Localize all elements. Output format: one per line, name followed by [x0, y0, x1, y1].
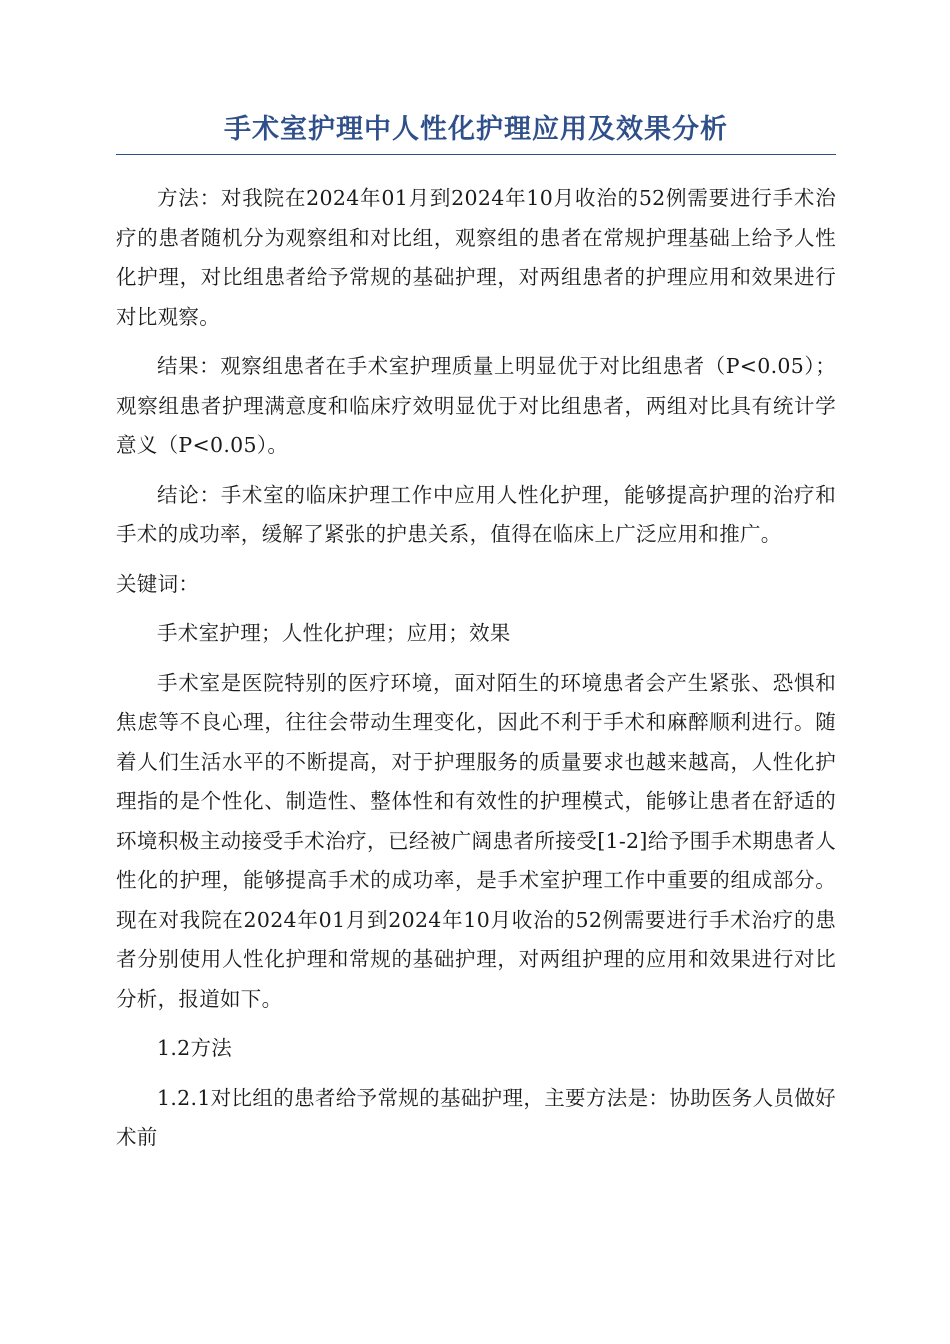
document-title: 手术室护理中人性化护理应用及效果分析: [116, 108, 836, 155]
paragraph-introduction: 手术室是医院特别的医疗环境，面对陌生的环境患者会产生紧张、恐惧和焦虑等不良心理，往往会带动生理变化，因此不利于手术和麻醉顺利进行。随着人们生活水平的不断提高，对于护理服务的质量要求也越来越高，人性化护理指的是个性化、制造性、整体性和有效性的护理模式，能够让患者在舒适的环境积极主动接受手术治疗，已经被广阔患者所接受[1-2]给予围手术期患者人性化的护理，能够提高手术的成功率，是手术室护理工作中重要的组成部分。现在对我院在2024年01月到2024年10月收治的52例需要进行手术治疗的患者分别使用人性化护理和常规的基础护理，对两组护理的应用和效果进行对比分析，报道如下。: [116, 670, 836, 1011]
keywords-label: 关键词：: [116, 571, 200, 596]
section-heading-1-2: 1.2方法: [157, 1036, 233, 1060]
keywords-list: 手术室护理；人性化护理；应用；效果: [157, 621, 511, 645]
paragraph-results-abstract: 结果：观察组患者在手术室护理质量上明显优于对比组患者（P<0.05）；观察组患者护理满意度和临床疗效明显优于对比组患者，两组对比具有统计学意义（P<0.05）。: [116, 354, 836, 457]
paragraph-conclusion-abstract: 结论：手术室的临床护理工作中应用人性化护理，能够提高护理的治疗和手术的成功率，缓解了紧张的护患关系，值得在临床上广泛应用和推广。: [116, 482, 836, 546]
paragraph-section-1-2-1: 1.2.1对比组的患者给予常规的基础护理，主要方法是：协助医务人员做好术前: [116, 1085, 836, 1149]
paragraph-method-abstract: 方法：对我院在2024年01月到2024年10月收治的52例需要进行手术治疗的患者随机分为观察组和对比组，观察组的患者在常规护理基础上给予人性化护理，对比组患者给予常规的基础护理，对两组患者的护理应用和效果进行对比观察。: [116, 186, 836, 329]
document-page: [116, 108, 836, 1168]
